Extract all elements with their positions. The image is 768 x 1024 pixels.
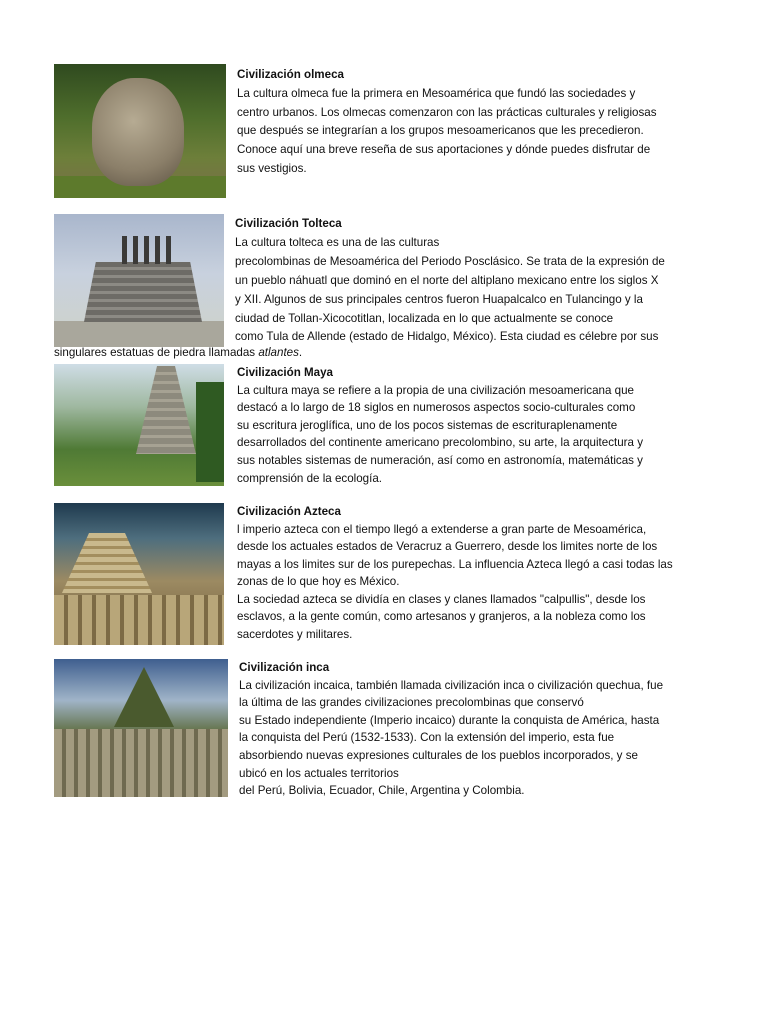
text-line: comprensión de la ecología. (237, 471, 383, 485)
text-line: precolombinas de Mesoamérica del Periodo Posclásico. Se trata de la expresión de (235, 254, 665, 268)
section-tolteca (235, 215, 665, 347)
maya-temple-image (54, 364, 224, 486)
text-line: sus notables sistemas de numeración, así como en astronomía, matemáticas y (237, 453, 643, 467)
text-line: la conquista del Perú (1532-1533). Con la extensión del imperio, esta fue (239, 731, 615, 745)
text-line: zonas de lo que hoy es México. (237, 575, 400, 588)
text-line: centro urbanos. Los olmecas comenzaron con las prácticas culturales y religiosas (237, 105, 657, 119)
text-line: un pueblo náhuatl que dominó en el norte del altiplano mexicano entre los siglos X (235, 273, 659, 287)
text-line: desarrollados del continente americano precolombino, su arte, la arquitectura y (237, 436, 644, 450)
aztec-city-image (54, 503, 224, 645)
text-line: y XII. Algunos de sus principales centros fueron Huapalcalco en Tulancingo y la (235, 292, 643, 306)
italic-term: atlantes (258, 346, 299, 359)
section-title: Civilización Azteca (237, 505, 341, 518)
text-line: sacerdotes y militares. (237, 627, 353, 641)
text-line: ubicó en los actuales territorios (239, 766, 399, 780)
section-title: Civilización Maya (237, 366, 334, 379)
section-title: Civilización inca (239, 661, 330, 674)
text-fragment: . (298, 346, 303, 359)
text-line: Conoce aquí una breve reseña de sus aportaciones y dónde puedes disfrutar de (237, 143, 651, 157)
text-line: que después se integrarían a los grupos mesoamericanos que les precedieron. (237, 124, 644, 138)
text-line: como Tula de Allende (estado de Hidalgo, México). Esta ciudad es célebre por sus (235, 330, 659, 344)
text-line: su Estado independiente (Imperio incaico) durante la conquista de América, hasta (239, 713, 660, 727)
text-line: destacó a lo largo de 18 siglos en numerosos aspectos socio-culturales como (237, 401, 636, 415)
text-line: mayas a los limites sur de los purepechas. La influencia Azteca llegó a casi todas las (237, 557, 673, 571)
section-inca (239, 659, 663, 800)
tula-pyramid-image (54, 214, 224, 347)
section-olmeca (237, 66, 657, 179)
text-line: del Perú, Bolivia, Ecuador, Chile, Argentina y Colombia. (239, 784, 525, 798)
text-line (54, 346, 302, 359)
olmec-head-image (54, 64, 226, 198)
text-line: sus vestigios. (237, 161, 307, 175)
section-maya (237, 364, 643, 487)
text-line: La cultura maya se refiere a la propia de una civilización mesoamericana que (237, 383, 634, 397)
text-line: desde los actuales estados de Veracruz a Guerrero, desde los limites norte de los (237, 540, 658, 553)
text-line: su escritura jeroglífica, uno de los pocos sistemas de escrituraplenamente (237, 418, 618, 432)
text-line: absorbiendo nuevas expresiones culturales de los pueblos incorporados, y se (239, 748, 638, 762)
machu-picchu-image (54, 659, 228, 797)
section-azteca (237, 503, 673, 643)
text-line: La sociedad azteca se dividía en clases y clanes llamados "calpullis", desde los (237, 592, 646, 606)
text-line: La cultura olmeca fue la primera en Mesoamérica que fundó las sociedades y (237, 86, 636, 100)
section-title: Civilización Tolteca (235, 217, 342, 230)
text-fragment: singulares estatuas de piedra llamadas (54, 346, 259, 359)
text-line: l imperio azteca con el tiempo llegó a extenderse a gran parte de Mesoamérica, (237, 522, 647, 536)
section-title: Civilización olmeca (237, 68, 344, 81)
text-line: esclavos, a la gente común, como artesanos y granjeros, a la nobleza como los (237, 610, 646, 623)
text-line: La cultura tolteca es una de las culturas (235, 235, 440, 249)
text-line: La civilización incaica, también llamada civilización inca o civilización quechua, fue (239, 678, 664, 692)
text-line: ciudad de Tollan-Xicocotitlan, localizada en lo que actualmente se conoce (235, 311, 614, 325)
text-line: la última de las grandes civilizaciones precolombinas que conservó (239, 696, 584, 710)
